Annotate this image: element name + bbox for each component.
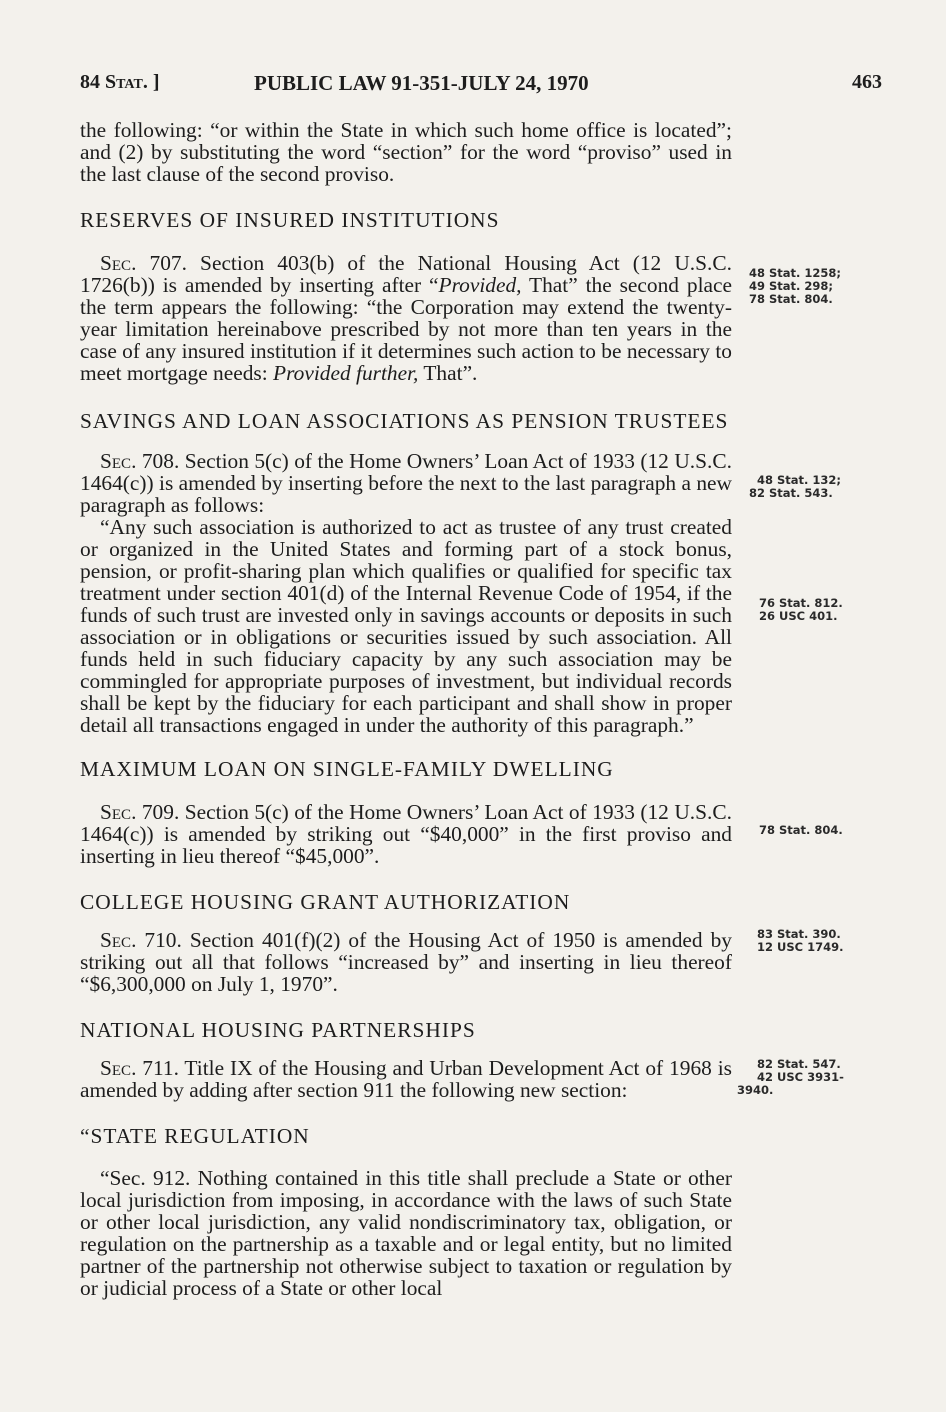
page-number: 463	[852, 71, 882, 93]
section-708-text: Section 5(c) of the Home Owners’ Loan Act of 1933 (12 U.S.C. 1464(c)) is amended by inserting before the next to the last paragraph a new paragraph as follows:	[80, 449, 732, 517]
margin-note-line: 42 USC 3931-	[757, 1070, 844, 1084]
margin-note-line: 26 USC 401.	[759, 609, 838, 623]
section-711-label: Sec. 711.	[100, 1056, 179, 1080]
margin-note-line: 12 USC 1749.	[757, 940, 844, 954]
body-text	[80, 119, 732, 1299]
margin-note-line: 78 Stat. 804.	[749, 292, 833, 306]
page-header	[80, 71, 882, 101]
section-711	[80, 1057, 732, 1101]
section-707-text-c: That”.	[418, 361, 478, 385]
section-707-italic-provided-further: Provided further,	[273, 361, 419, 385]
section-709-label: Sec. 709.	[100, 800, 180, 824]
heading-section-711: NATIONAL HOUSING PARTNERSHIPS	[80, 1018, 476, 1042]
section-709-text: Section 5(c) of the Home Owners’ Loan Act of 1933 (12 U.S.C. 1464(c)) is amended by striking out “$40,000” in the first proviso and inserting in lieu thereof “$45,000”.	[80, 800, 732, 868]
section-708-label: Sec. 708.	[100, 449, 180, 473]
running-title: PUBLIC LAW 91-351-JULY 24, 1970	[254, 71, 589, 95]
section-707-text-a: Section 403(b) of the National Housing Act (12 U.S.C. 1726(b)) is amended by inserting after “	[80, 251, 732, 297]
margin-note-711	[737, 1057, 844, 1097]
heading-section-707: RESERVES OF INSURED INSTITUTIONS	[80, 208, 500, 232]
section-708	[80, 450, 732, 516]
section-707	[80, 252, 732, 384]
margin-note-line: 76 Stat. 812.	[759, 596, 843, 610]
margin-note-707	[749, 267, 841, 306]
margin-note-708-irc	[759, 597, 843, 623]
heading-state-regulation: “STATE REGULATION	[80, 1124, 310, 1148]
section-708-quoted-paragraph: “Any such association is authorized to act as trustee of any trust created or organized in the United States and forming part of a stock bonus, pension, or profit-sharing plan which qualifies or qualified for specific tax treatment under section 401(d) of the Internal Revenue Code of 1954, if the funds of such trust are invested only in savings accounts or deposits in such association or in obligations or securities issued by such association. All funds held in such fiduciary capacity by any such association may be commingled for appropriate purposes of investment, but individual records shall be kept by the fiduciary for each participant and shall show in proper detail all transactions engaged in under the authority of this paragraph.”	[80, 515, 732, 737]
margin-note-line: 82 Stat. 547.	[757, 1057, 841, 1071]
heading-section-710: COLLEGE HOUSING GRANT AUTHORIZATION	[80, 890, 571, 914]
margin-note-line: 82 Stat. 543.	[749, 486, 833, 500]
section-912: “Sec. 912. Nothing contained in this title shall preclude a State or other local jurisdiction from imposing, in accordance with the laws of such State or other local jurisdiction, any valid nondiscriminatory tax, obligation, or regulation on the partnership as a taxable and or legal entity, but no limited partner of the partnership not otherwise subject to taxation or regulation by or judicial process of a State or other local	[80, 1166, 732, 1300]
section-710-label: Sec. 710.	[100, 928, 182, 952]
continued-paragraph: the following: “or within the State in which such home office is located”; and (2) by substituting the word “section” for the word “proviso” used in the last clause of the second proviso.	[80, 118, 732, 186]
margin-note-line: 48 Stat. 1258;	[749, 266, 842, 280]
margin-note-line: 49 Stat. 298;	[749, 279, 834, 293]
section-710	[80, 929, 732, 995]
margin-note-line: 48 Stat. 132;	[757, 473, 842, 487]
margin-note-line: 3940.	[737, 1083, 774, 1097]
heading-section-709: MAXIMUM LOAN ON SINGLE-FAMILY DWELLING	[80, 757, 614, 781]
margin-note-708	[749, 474, 841, 500]
stat-volume: 84 Stat. ]	[80, 71, 160, 93]
margin-note-line: 83 Stat. 390.	[757, 927, 841, 941]
margin-note-709	[759, 824, 843, 837]
section-709	[80, 801, 732, 867]
section-710-text: Section 401(f)(2) of the Housing Act of 1950 is amended by striking out all that follows “increased by” and inserting in lieu thereof “$6,300,000 on July 1, 1970”.	[80, 928, 732, 996]
margin-note-line: 78 Stat. 804.	[759, 823, 843, 837]
section-711-text: Title IX of the Housing and Urban Development Act of 1968 is amended by adding after section 911 the following new section:	[80, 1056, 732, 1102]
section-707-text-b: That” the second place the term appears the following: “the Corporation may extend the twenty-year limitation hereinabove prescribed by not more than ten years in the case of any insured institution if it determines such action to be necessary to meet mortgage needs:	[80, 273, 733, 385]
section-707-italic-provided: Provided,	[438, 273, 522, 297]
margin-note-710	[757, 928, 843, 954]
heading-section-708: SAVINGS AND LOAN ASSOCIATIONS AS PENSION TRUSTEES	[80, 409, 729, 433]
section-707-label: Sec. 707.	[100, 251, 187, 275]
